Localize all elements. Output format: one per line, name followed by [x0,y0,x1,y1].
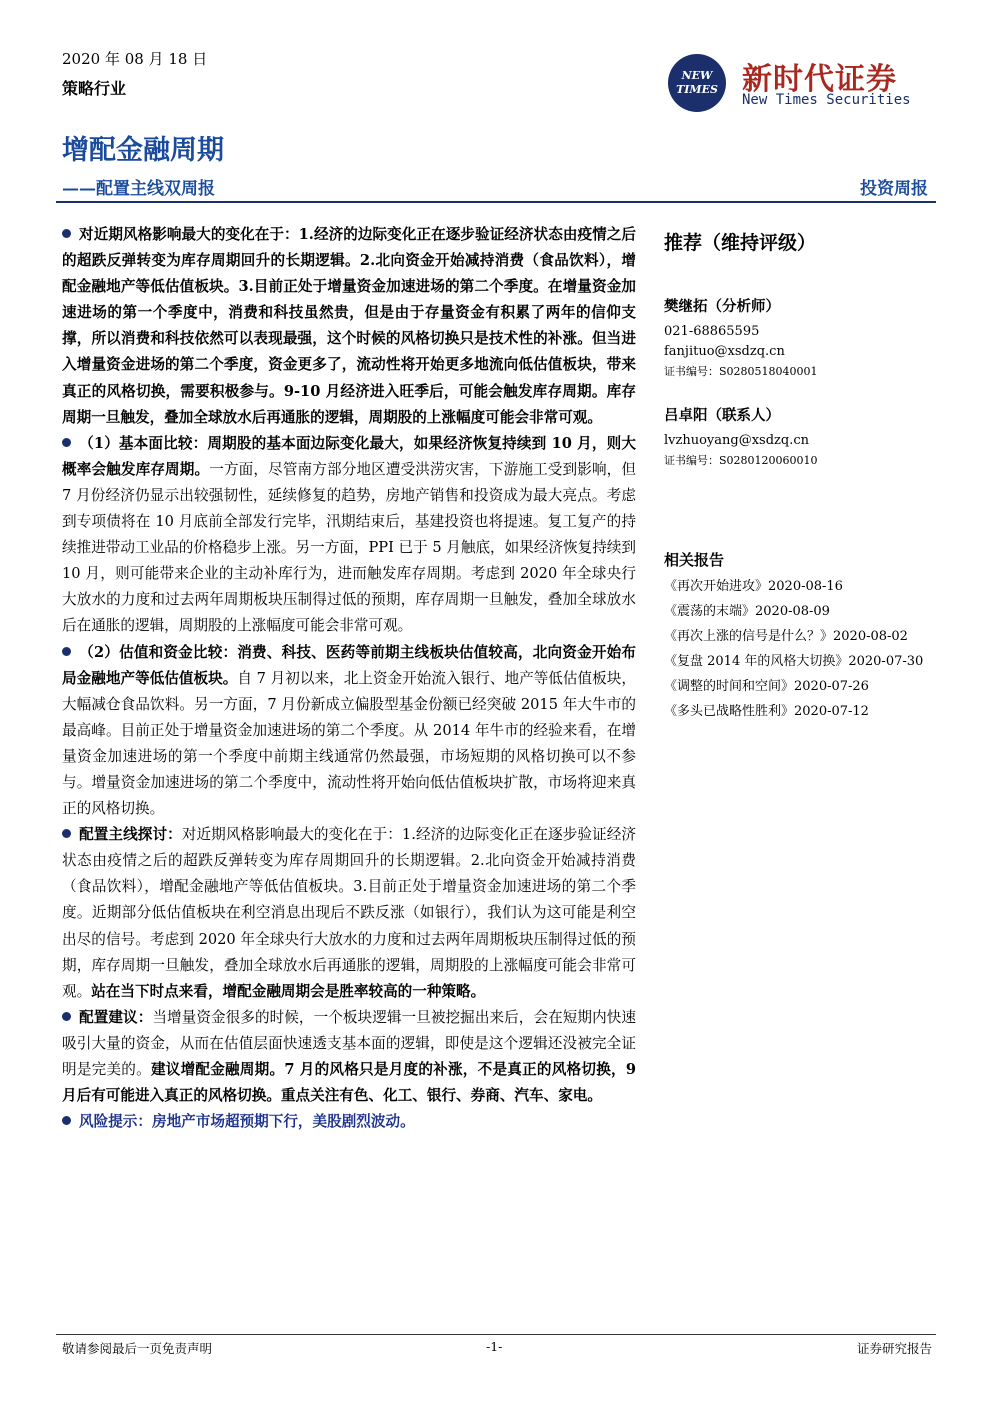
allocation-text: 对近期风格影响最大的变化在于：1.经济的边际变化正在逐步验证经济状态由疫情之后的超跌反弹转变为库存周期回升的长期逻辑。2.北向资金开始减持消费（食品饮料），增配金融地产等低估值板块。3.目前正处于增量资金加速进场的第二个季度。近期部分低估值板块在利空消息出现后不跌反涨（如银行），我们认为这可能是利空出尽的信号。考虑到 2020 年全球央行大放水的力度和过去两年周期板块压制得过低的预期，库存周期一旦触发，叠加全球放水后再通胀的逻辑，周期股的上涨幅度可能会非常可观。 [62,826,636,1000]
valuation-lead: （2）估值和资金比较：消费、科技、医药等前期主线板块估值较高，北向资金开始布局金融地产等低估值板块。 [62,643,636,687]
contact-cert: 证书编号：S0280120060010 [664,454,818,467]
summary-text: 对近期风格影响最大的变化在于：1.经济的边际变化正在逐步验证经济状态由疫情之后的超跌反弹转变为库存周期回升的长期逻辑。2.北向资金开始减持消费（食品饮料），增配金融地产等低估值板块。3.目前正处于增量资金加速进场的第二个季度。在增量资金加速进场的第一个季度中，消费和科技虽然贵，但是由于存量资金有积累了两年的信仰支撑，所以消费和科技依然可以表现最强，这个时候的风格切换只是技术性的补涨。但当进入增量资金进场的第二个季度，资金更多了，流动性将开始更多地流向低估值板块，带来真正的风格切换，需要积极参与。9-10 月经济进入旺季后，可能会触发库存周期。库存周期一旦触发，叠加全球放水后再通胀的逻辑，周期股的上涨幅度可能会非常可观。 [62,226,636,426]
paragraph-suggestion [62,1005,636,1109]
related-reports-title: 相关报告 [664,551,725,569]
logo-chinese-name: 新时代证券 [742,62,897,97]
bullet-icon [62,229,71,238]
analyst-name: 樊继拓（分析师） [664,298,780,315]
bullet-icon [62,438,71,447]
footer-report-label: 证券研究报告 [856,1341,932,1356]
report-body [62,222,636,1135]
related-report-link[interactable]: 《多头已战略性胜利》2020-07-12 [664,704,869,719]
paragraph-risk [62,1109,636,1135]
suggestion-text: 当增量资金很多的时候，一个板块逻辑一旦被挖掘出来后，会在短期内快速吸引大量的资金，从而在估值层面快速透支基本面的逻辑，即使是这个逻辑还没被完全证明是完美的。 [62,1008,636,1078]
analyst-email[interactable]: fanjituo@xsdzq.cn [664,344,785,359]
rating: 推荐（维持评级） [664,232,817,254]
valuation-text: 自 7 月初以来，北上资金开始流入银行、地产等低估值板块，大幅减仓食品饮料。另一方面，7 月份新成立偏股型基金份额已经突破 2015 年大牛市的最高峰。目前正处于增量资金加速进场的第二个季度。从 2014 年牛市的经验来看，在增量资金加速进场的第一个季度中前期主线通常仍然最强，市场短期的风格切换可以不参与。增量资金加速进场的第二个季度中，流动性将开始向低估值板块扩散，市场将迎来真正的风格切换。 [62,669,636,818]
bullet-icon [62,1116,71,1125]
fundamentals-text: 一方面，尽管南方部分地区遭受洪涝灾害，下游施工受到影响，但 7 月份经济仍显示出较强韧性，延续修复的趋势，房地产销售和投资成为最大亮点。考虑到专项债将在 10 月底前全部发行完毕，汛期结束后，基建投资也将提速。复工复产的持续推进带动工业品的价格稳步上涨。另一方面，PPI 已于 5 月触底，如果经济恢复持续到 10 月，则可能带来企业的主动补库行为，进而触发库存周期。考虑到 2020 年全球央行大放水的力度和过去两年周期板块压制得过低的预期，库存周期一旦触发，叠加全球放水后在通胀的逻辑，周期股的上涨幅度可能会非常可观。 [62,460,636,635]
related-report-link[interactable]: 《复盘 2014 年的风格大切换》2020-07-30 [664,654,924,669]
report-type: 投资周报 [860,179,928,199]
contact-name: 吕卓阳（联系人） [664,407,780,424]
paragraph-summary [62,222,636,431]
analyst-cert: 证书编号：S0280518040001 [664,365,818,378]
paragraph-fundamentals [62,431,636,640]
suggestion-lead: 配置建议： [79,1008,153,1026]
paragraph-valuation [62,640,636,823]
risk-text: 风险提示：房地产市场超预期下行，美股剧烈波动。 [79,1113,415,1131]
analyst-phone: 021-68865595 [664,324,760,339]
report-title: 增配金融周期 [62,135,224,166]
footer-disclaimer: 敬请参阅最后一页免责声明 [62,1341,213,1356]
report-category: 策略行业 [62,79,127,98]
footer-divider [56,1334,936,1335]
paragraph-allocation [62,822,636,1005]
logo-english-name: New Times Securities [742,92,911,108]
related-report-link[interactable]: 《再次开始进攻》2020-08-16 [664,579,843,594]
allocation-lead: 配置主线探讨： [79,826,182,844]
related-report-link[interactable]: 《调整的时间和空间》2020-07-26 [664,679,869,694]
bullet-icon [62,1012,71,1021]
bullet-icon [62,829,71,838]
logo-emblem: NEW TIMES [668,54,726,112]
company-logo [668,50,938,116]
page-number: -1- [486,1339,503,1354]
suggestion-conclusion: 建议增配金融周期。7 月的风格只是月度的补涨，不是真正的风格切换，9 月后有可能进入真正的风格切换。重点关注有色、化工、银行、券商、汽车、家电。 [62,1061,636,1105]
sidebar [664,222,944,724]
header-divider [56,201,936,203]
report-date: 2020 年 08 月 18 日 [62,50,208,68]
contact-email[interactable]: lvzhuoyang@xsdzq.cn [664,433,809,448]
fundamentals-lead: （1）基本面比较：周期股的基本面边际变化最大，如果经济恢复持续到 10 月，则大概率会触发库存周期。 [62,434,636,478]
related-report-link[interactable]: 《震荡的末端》2020-08-09 [664,604,830,619]
allocation-conclusion: 站在当下时点来看，增配金融周期会是胜率较高的一种策略。 [91,982,486,1000]
related-report-link[interactable]: 《再次上涨的信号是什么？》2020-08-02 [664,629,908,644]
report-subtitle: ——配置主线双周报 [62,179,215,199]
bullet-icon [62,647,71,656]
